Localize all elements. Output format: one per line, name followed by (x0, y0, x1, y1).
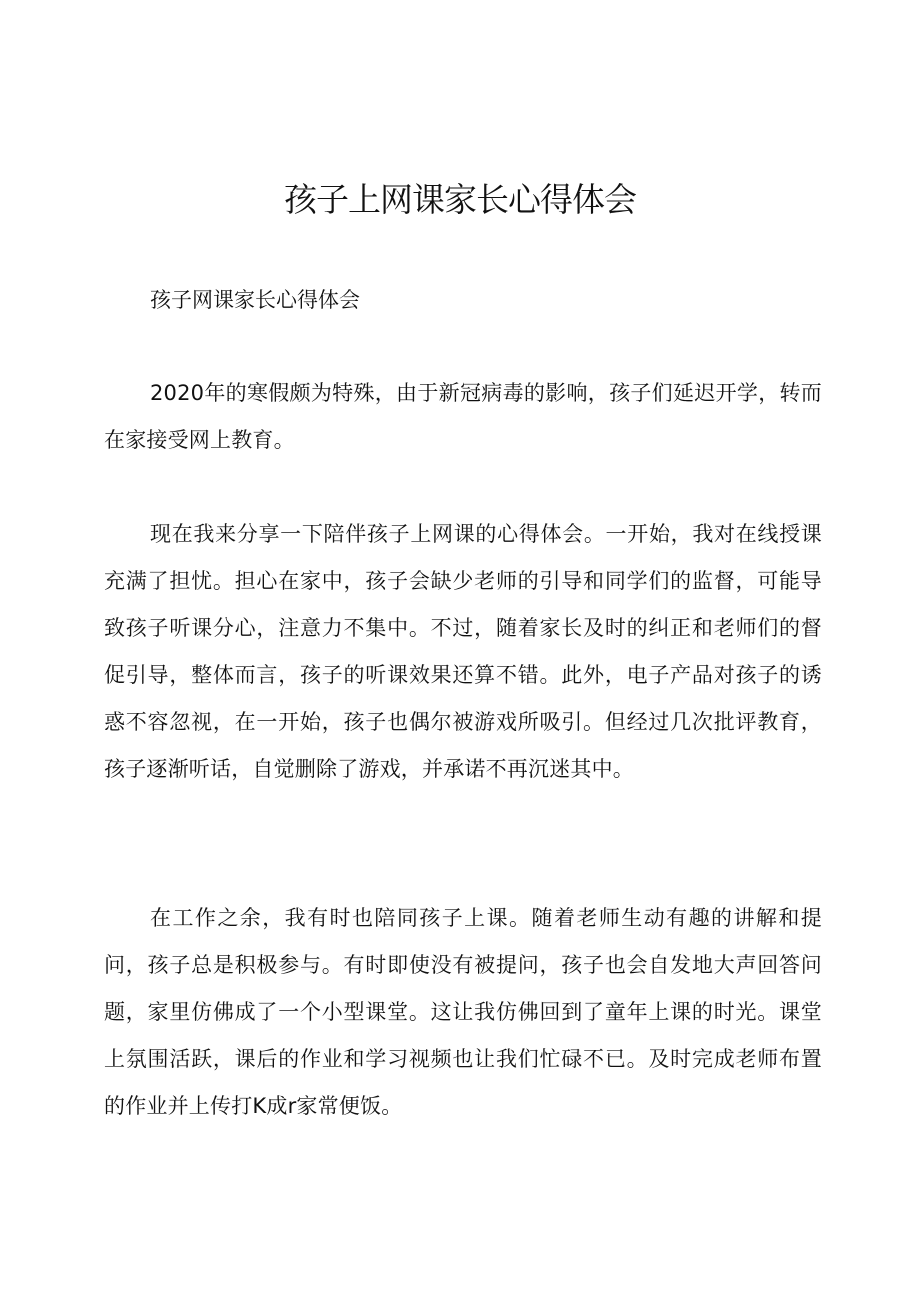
paragraph-2: 现在我来分享一下陪伴孩子上网课的心得体会。一开始，我对在线授课充满了担忧。担心在家中，孩子会缺少老师的引导和同学们的监督，可能导致孩子听课分心，注意力不集中。不过，随着家长及时的纠正和老师们的督促引导，整体而言，孩子的听课效果还算不错。此外，电子产品对孩子的诱惑不容忽视，在一开始，孩子也偶尔被游戏所吸引。但经过几次批评教育，孩子逐渐听话，自觉删除了游戏，并承诺不再沉迷其中。 (104, 522, 822, 781)
paragraph-3: 在工作之余，我有时也陪同孩子上课。随着老师生动有趣的讲解和提问，孩子总是积极参与。有时即使没有被提问，孩子也会自发地大声回答问题，家里仿佛成了一个小型课堂。这让我仿佛回到了童年上课的时光。课堂上氛围活跃，课后的作业和学习视频也让我们忙碌不已。及时完成老师布置的作业并上传打K成r家常便饭。 (104, 906, 822, 1118)
document-title: 孩子上网课家长心得体会 (284, 180, 636, 219)
document-subtitle: 孩子网课家长心得体会 (150, 288, 360, 312)
paragraph-1: 2020年的寒假颇为特殊，由于新冠病毒的影响，孩子们延迟开学，转而在家接受网上教育。 (104, 381, 822, 452)
